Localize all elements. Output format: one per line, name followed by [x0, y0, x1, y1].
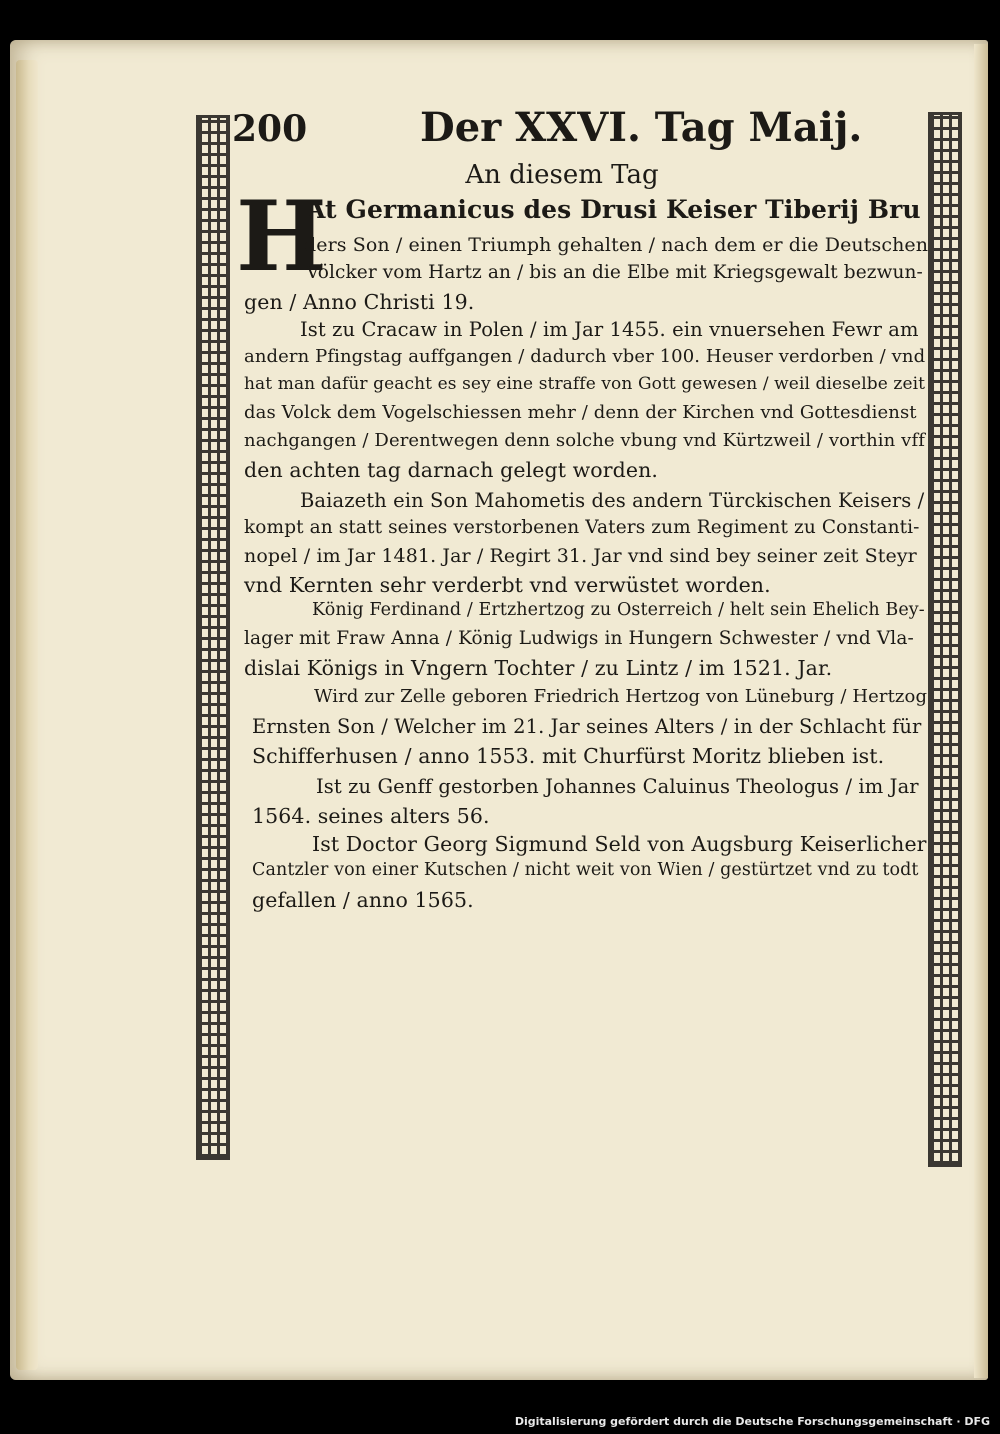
page-edge [16, 60, 38, 1370]
text-line: nachgangen / Derentwegen denn solche vbung vnd Kürtzweil / vorthin vff [244, 430, 925, 451]
text-line: andern Pfingstag auffgangen / dadurch vber 100. Heuser verdorben / vnd [244, 346, 926, 367]
text-line: den achten tag darnach gelegt worden. [244, 458, 659, 482]
text-line: lager mit Fraw Anna / König Ludwigs in Hungern Schwester / vnd Vla- [244, 628, 914, 649]
page-edge-right [974, 44, 988, 1378]
text-line: Ist Doctor Georg Sigmund Seld von Augsburg Keiserlicher [312, 832, 927, 856]
ornamental-border-right [928, 112, 962, 1167]
text-line: Ernsten Son / Welcher im 21. Jar seines Alters / in der Schlacht für [252, 715, 922, 738]
text-line: Ist zu Cracaw in Polen / im Jar 1455. ein vnuersehen Fewr am [300, 318, 919, 341]
subheading-text: An diesem Tag [465, 160, 659, 190]
footer-bar [0, 1413, 1000, 1434]
text-line: kompt an statt seines verstorbenen Vaters zum Regiment zu Constanti- [244, 517, 920, 538]
text-line: At Germanicus des Drusi Keiser Tiberij Bru [306, 195, 921, 224]
text-line: hat man dafür geacht es sey eine straffe von Gott gewesen / weil dieselbe zeit [244, 374, 926, 394]
footer-credit: Digitalisierung gefördert durch die Deutsche Forschungsgemeinschaft · DFG [514, 1415, 990, 1428]
subheading [0, 160, 1000, 190]
text-line: Völcker vom Hartz an / bis an die Elbe mit Kriegsgewalt bezwun- [306, 262, 923, 283]
text-line: gefallen / anno 1565. [252, 888, 474, 912]
text-line: vnd Kernten sehr verderbt vnd verwüstet worden. [244, 573, 771, 597]
text-line: Schifferhusen / anno 1553. mit Churfürst Moritz blieben ist. [252, 744, 885, 768]
page-number: 200 [232, 108, 308, 150]
text-line: Wird zur Zelle geboren Friedrich Hertzog von Lüneburg / Hertzog [314, 686, 928, 707]
drop-cap: H [236, 180, 327, 293]
text-line: ders Son / einen Triumph gehalten / nach dem er die Deutschen [304, 234, 929, 256]
text-line: dislai Königs in Vngern Tochter / zu Lintz / im 1521. Jar. [244, 656, 833, 680]
text-line: gen / Anno Christi 19. [244, 290, 475, 314]
running-head: Der XXVI. Tag Maij. [420, 104, 863, 151]
text-line: 1564. seines alters 56. [252, 804, 490, 828]
ornamental-border-left [196, 115, 230, 1160]
text-line: Ist zu Genff gestorben Johannes Caluinus Theologus / im Jar [316, 775, 919, 798]
page-header [232, 104, 922, 156]
text-line: nopel / im Jar 1481. Jar / Regirt 31. Jar vnd sind bey seiner zeit Steyr [244, 545, 917, 567]
text-line: Cantzler von einer Kutschen / nicht weit von Wien / gestürtzet vnd zu todt [252, 860, 919, 880]
text-line: Baiazeth ein Son Mahometis des andern Türckischen Keisers / [300, 489, 925, 512]
text-line: das Volck dem Vogelschiessen mehr / denn der Kirchen vnd Gottesdienst [244, 402, 917, 423]
text-line: König Ferdinand / Ertzhertzog zu Osterreich / helt sein Ehelich Bey- [312, 600, 925, 620]
